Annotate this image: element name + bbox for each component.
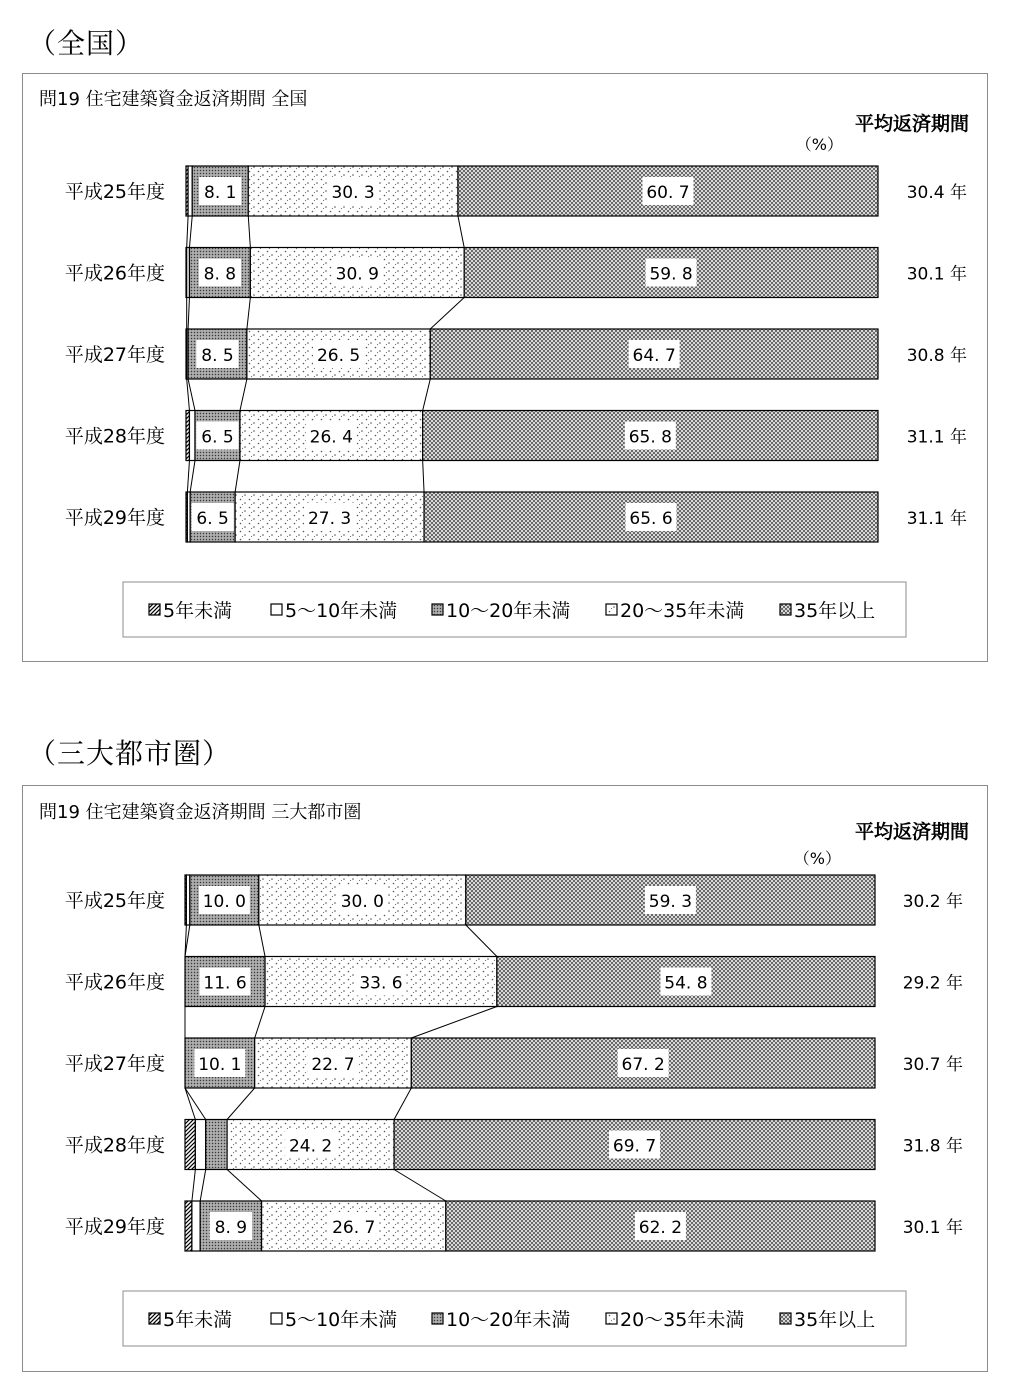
bar-segment-5to10: [188, 166, 192, 216]
average-period-header: 平均返済期間: [854, 113, 969, 135]
value-label: 59. 8: [649, 264, 693, 285]
legend-label: 5年未満: [163, 1309, 233, 1331]
category-label: 平成26年度: [64, 971, 165, 994]
value-label: 54. 8: [664, 973, 708, 994]
connector-line: [411, 1007, 497, 1039]
connector-line: [248, 216, 250, 248]
bar-segment-lt5: [185, 1201, 192, 1251]
average-value: 30.1 年: [906, 264, 967, 285]
value-label: 62. 2: [638, 1218, 683, 1238]
legend: [123, 582, 906, 637]
category-label: 平成28年度: [64, 425, 165, 448]
connector-line: [247, 298, 250, 330]
average-value: 30.7 年: [902, 1055, 963, 1075]
connector-line: [187, 461, 189, 493]
connector-line: [259, 925, 265, 957]
legend-label: 10～20年未満: [446, 1309, 571, 1331]
value-label: 8. 1: [204, 183, 237, 203]
category-label: 平成29年度: [64, 507, 165, 529]
value-label: 65. 8: [628, 427, 672, 448]
legend-label: 10～20年未満: [446, 600, 571, 622]
stacked-bar-chart-national: [23, 74, 987, 661]
category-label: 平成25年度: [64, 181, 165, 203]
average-value: 31.1 年: [906, 509, 967, 529]
value-label: 65. 6: [629, 509, 673, 529]
legend-swatch-20to35: [606, 604, 617, 615]
average-value: 30.2 年: [902, 892, 963, 912]
connector-line: [394, 1170, 446, 1202]
value-label: 69. 7: [612, 1136, 657, 1157]
connector-line: [430, 298, 464, 330]
average-value: 30.1 年: [902, 1218, 963, 1238]
bar-segment-lt5: [185, 1120, 195, 1170]
value-label: 30. 0: [340, 892, 384, 912]
value-label: 27. 3: [307, 509, 352, 529]
connector-line: [394, 1088, 411, 1120]
average-value: 31.1 年: [906, 427, 967, 448]
legend-swatch-10to20: [432, 604, 443, 615]
category-label: 平成25年度: [64, 890, 165, 912]
bar-segment-5to10: [192, 1201, 200, 1251]
category-label: 平成27年度: [64, 344, 165, 366]
connector-line: [185, 1088, 195, 1120]
connector-line: [227, 1088, 255, 1120]
connector-line: [190, 461, 195, 493]
chart-title: 問19 住宅建築資金返済期間 三大都市圏: [39, 802, 362, 823]
bar-segment-5to10: [189, 411, 195, 461]
connector-line: [200, 1170, 206, 1202]
value-label: 24. 2: [288, 1136, 333, 1157]
value-label: 8. 9: [214, 1218, 248, 1238]
value-label: 64. 7: [632, 346, 676, 366]
legend-swatch-10to20: [432, 1313, 443, 1324]
category-label: 平成29年度: [64, 1216, 165, 1238]
category-label: 平成28年度: [64, 1134, 165, 1157]
connector-line: [185, 1088, 206, 1120]
unit-label: （%）: [793, 849, 841, 868]
legend-swatch-lt5: [149, 1313, 160, 1324]
category-label: 平成27年度: [64, 1053, 165, 1075]
legend-swatch-5to10: [271, 1313, 282, 1324]
legend-label: 20～35年未満: [620, 1309, 745, 1331]
value-label: 33. 6: [359, 973, 403, 994]
value-label: 6. 5: [201, 427, 234, 448]
legend: [123, 1291, 906, 1346]
legend-swatch-5to10: [271, 604, 282, 615]
connector-line: [423, 461, 424, 493]
stacked-bar-chart-metro: [23, 786, 987, 1371]
legend-label: 5～10年未満: [285, 600, 398, 622]
section-title-metro: （三大都市圏）: [28, 737, 232, 770]
connector-line: [227, 1170, 262, 1202]
legend-swatch-lt5: [149, 604, 160, 615]
legend-label: 35年以上: [794, 600, 876, 622]
connector-line: [187, 216, 188, 248]
average-value: 29.2 年: [902, 973, 963, 994]
value-label: 60. 7: [646, 183, 690, 203]
connector-line: [458, 216, 464, 248]
value-label: 26. 7: [332, 1218, 376, 1238]
value-label: 22. 7: [311, 1055, 355, 1075]
bar-segment-5to10: [195, 1120, 205, 1170]
section-title-national: （全国）: [28, 27, 145, 60]
connector-line: [423, 379, 431, 411]
average-value: 31.8 年: [902, 1136, 963, 1157]
connector-line: [192, 1170, 195, 1202]
value-label: 6. 5: [196, 509, 229, 529]
chart-title: 問19 住宅建築資金返済期間 全国: [39, 89, 308, 110]
bar-segment-10to20: [206, 1120, 227, 1170]
legend-label: 35年以上: [794, 1309, 876, 1331]
value-label: 8. 8: [203, 264, 237, 285]
legend-swatch-ge35: [780, 1313, 791, 1324]
value-label: 67. 2: [621, 1055, 665, 1075]
chart-panel-metro: [22, 785, 988, 1372]
connector-line: [189, 216, 192, 248]
connector-line: [255, 1007, 265, 1039]
legend-swatch-ge35: [780, 604, 791, 615]
value-label: 30. 3: [331, 183, 375, 203]
legend-label: 5～10年未満: [285, 1309, 398, 1331]
connector-line: [188, 298, 189, 330]
value-label: 59. 3: [648, 892, 693, 912]
legend-label: 20～35年未満: [620, 600, 745, 622]
connector-line: [240, 379, 247, 411]
value-label: 10. 0: [202, 892, 246, 912]
unit-label: （%）: [795, 135, 843, 154]
value-label: 11. 6: [203, 973, 247, 994]
value-label: 26. 4: [309, 427, 353, 448]
category-label: 平成26年度: [64, 262, 165, 285]
legend-label: 5年未満: [163, 600, 233, 622]
value-label: 26. 5: [316, 346, 361, 366]
value-label: 30. 9: [335, 264, 379, 285]
value-label: 10. 1: [198, 1055, 242, 1075]
connector-line: [466, 925, 497, 957]
connector-line: [235, 461, 240, 493]
average-period-header: 平均返済期間: [854, 821, 969, 843]
value-label: 8. 5: [201, 346, 234, 366]
legend-swatch-20to35: [606, 1313, 617, 1324]
average-value: 30.4 年: [906, 183, 967, 203]
chart-panel-national: [22, 73, 988, 662]
average-value: 30.8 年: [906, 346, 967, 366]
